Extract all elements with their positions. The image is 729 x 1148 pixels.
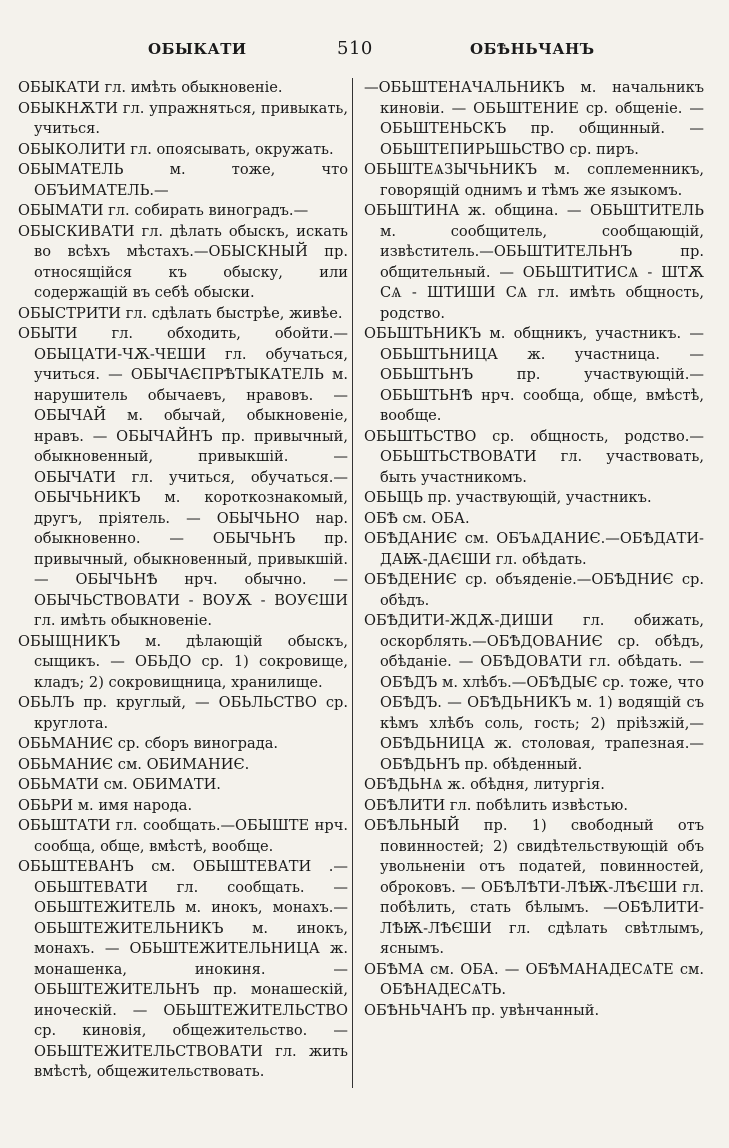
dictionary-entry: ОБЫКНѪТИ гл. упражняться, привыкать, учиться. — [18, 99, 348, 137]
dictionary-entry: —ОБЬШТЕНАЧАЛЬНИКЪ м. начальникъ киновіи. — ОБЬШТЕНИЕ ср. общеніе. —ОБЬШТЕНЬСКЪ пр. общинный. — ОБЬШТЕПИРЬШЬСТВО ср. пиръ. — [364, 79, 704, 158]
dictionary-entry: ОБЬЩЬ пр. участвующій, участникъ. — [364, 489, 652, 506]
dictionary-entry: ОБЫТИ гл. обходить, обойти.—ОБЫЦАТИ-ЧѪ-ЧЕШИ гл. обучаться, учиться. — ОБЫЧАЄПРѢТЫКАТЕЛЬ м. нарушитель обычаевъ, нравовъ. — ОБЫЧАЙ м. обычай, обыкновеніе, нравъ. — ОБЫЧАЙНЪ пр. привычный, обыкновенный, привыкшій. — ОБЫЧАТИ гл. учиться, обучаться.—ОБЫЧЬНИКЪ м. короткознакомый, другъ, пріятель. — ОБЫЧЬНО нар. обыкновенно. — ОБЫЧЬНЪ пр. привычный, обыкновенный, привыкшій. — ОБЫЧЬНѢ нрч. обычно. — ОБЫЧЬСТВОВАТИ - ВОУѪ - ВОУЄШИ гл. имѣть обыкновеніе. — [18, 325, 348, 629]
column-divider — [352, 78, 353, 1088]
dictionary-entry: ОБЫКОЛИТИ гл. опоясывать, окружать. — [18, 140, 334, 158]
dictionary-entry: ОБѢ см. ОБА. — [364, 509, 470, 527]
dictionary-entry: ОБѢДИТИ-ЖДѪ-ДИШИ гл. обижать, оскорблять.—ОБѢДОВАНИЄ ср. обѣдъ, обѣданіе. — ОБѢДОВАТИ гл. обѣдать. —ОБѢДЪ м. хлѣбъ.—ОБѢДЫЄ ср. тоже, что ОБѢДЪ. — ОБѢДЬНИКЪ м. 1) водящій съ кѣмъ хлѣбъ соль, гость; 2) пріѣзжій,—ОБѢДЬНИЦА ж. столовая, трапезная.—ОБѢДЬНЪ пр. обѣденный. — [364, 612, 704, 773]
dictionary-entry: ОБЬШТЬСТВО ср. общность, родство.— ОБЬШТЬСТВОВАТИ гл. участвовать, быть участникомъ. — [364, 427, 704, 486]
dictionary-entry: ОБЫСКИВАТИ гл. дѣлать обыскъ, искать во всѣхъ мѣстахъ.—ОБЫСКНЫЙ пр. относящійся къ обыску, или содержащій въ себѣ обыски. — [18, 222, 348, 301]
dictionary-entry: ОБЫКАТИ гл. имѣть обыкновеніе. — [18, 79, 283, 96]
dictionary-entry: ОБѢДАНИЄ см. ОБЪѦДАНИЄ.—ОБѢДАТИ-ДАѬ-ДАЄШИ гл. обѣдать. — [364, 530, 704, 568]
dictionary-entry: ОБЬМАНИЄ см. ОБИМАНИЄ. — [18, 755, 250, 773]
dictionary-entry: ОБЫЩНИКЪ м. дѣлающій обыскъ, сыщикъ. — ОБЬДО ср. 1) сокровище, кладъ; 2) сокровищница, хранилище. — [18, 632, 348, 691]
dictionary-entry: ОБѢЛЬНЫЙ пр. 1) свободный отъ повинностей; 2) свидѣтельствующій объ увольненіи отъ податей, повинностей, оброковъ. — ОБѢЛѢТИ-ЛѢѬ-ЛѢЄШИ гл. побѣлить, стать бѣлымъ. —ОБѢЛИТИ-ЛѢѬ-ЛѢЄШИ гл. сдѣлать свѣтлымъ, яснымъ. — [364, 817, 704, 957]
dictionary-entry: ОБЬМАНИЄ ср. сборъ винограда. — [18, 735, 279, 752]
dictionary-entry: ОБѢМА см. ОБА. — ОБѢМАНАДЕСѦТЕ см. ОБѢНАДЕСѦТЬ. — [364, 960, 704, 998]
dictionary-entry: ОБЬЛЪ пр. круглый, — ОБЬЛЬСТВО ср. круглота. — [18, 694, 348, 732]
dictionary-entry: ОБЬШТИНА ж. община. — ОБЬШТИТЕЛЬ м. сообщитель, сообщающій, извѣститель.—ОБЬШТИТЕЛЬНЪ пр. общительный. — ОБЬШТИТИСѦ - ШТѪ СѦ - ШТИШИ СѦ гл. имѣть общность, родство. — [364, 202, 704, 322]
dictionary-entry: ОБѢДЬНѦ ж. обѣдня, литургія. — [364, 776, 605, 793]
dictionary-entry: ОБЬМАТИ см. ОБИМАТИ. — [18, 776, 221, 793]
dictionary-entry: ОБЬШТЕѦЗЫЧЬНИКЪ м. соплеменникъ, говорящій однимъ и тѣмъ же языкомъ. — [364, 161, 704, 199]
dictionary-entry: ОБЫСТРИТИ гл. сдѣлать быстрѣе, живѣе. — [18, 304, 343, 322]
dictionary-entry: ОБѢДЕНИЄ ср. объяденіе.—ОБѢДНИЄ ср. обѣдъ. — [364, 571, 704, 609]
running-head-right: ОБѢНЬЧАНЪ — [470, 40, 595, 58]
dictionary-entry: ОБЬРИ м. имя народа. — [18, 796, 193, 814]
dictionary-entry: ОБѢЛИТИ гл. побѣлить извѣстью. — [364, 796, 628, 814]
page-number: 510 — [337, 38, 373, 59]
dictionary-entry: ОБЫМАТИ гл. собирать виноградъ.— — [18, 202, 309, 219]
dictionary-entry: ОБЫМАТЕЛЬ м. тоже, что ОБЪИМАТЕЛЬ.— — [18, 161, 348, 199]
dictionary-entry: ОБЬШТЬНИКЪ м. общникъ, участникъ. — ОБЬШТЬНИЦА ж. участница. — ОБЬШТЬНЪ пр. участвующій.— ОБЬШТЬНѢ нрч. сообща, обще, вмѣстѣ, вообще. — [364, 325, 704, 424]
left-column — [18, 78, 348, 1083]
dictionary-entry: ОБЬШТАТИ гл. сообщать.—ОБЫШТЕ нрч. сообща, обще, вмѣстѣ, вообще. — [18, 817, 348, 855]
right-column — [364, 78, 704, 1021]
dictionary-entry: ОБѢНЬЧАНЪ пр. увѣнчанный. — [364, 1001, 600, 1019]
dictionary-entry: ОБЬШТЕВАНЪ см. ОБЫШТЕВАТИ .— ОБЬШТЕВАТИ гл. сообщать. — ОБЬШТЕЖИТЕЛЬ м. инокъ, монахъ.—ОБЬШТЕЖИТЕЛЬНИКЪ м. инокъ, монахъ. — ОБЬШТЕЖИТЕЛЬНИЦА ж. монашенка, инокиня. — ОБЬШТЕЖИТЕЛЬНЪ пр. монашескій, иноческій. — ОБЬШТЕЖИТЕЛЬСТВО ср. киновія, общежительство. — ОБЬШТЕЖИТЕЛЬСТВОВАТИ гл. жить вмѣстѣ, общежительствовать. — [18, 858, 348, 1080]
running-head-left: ОБЫКАТИ — [148, 40, 247, 58]
